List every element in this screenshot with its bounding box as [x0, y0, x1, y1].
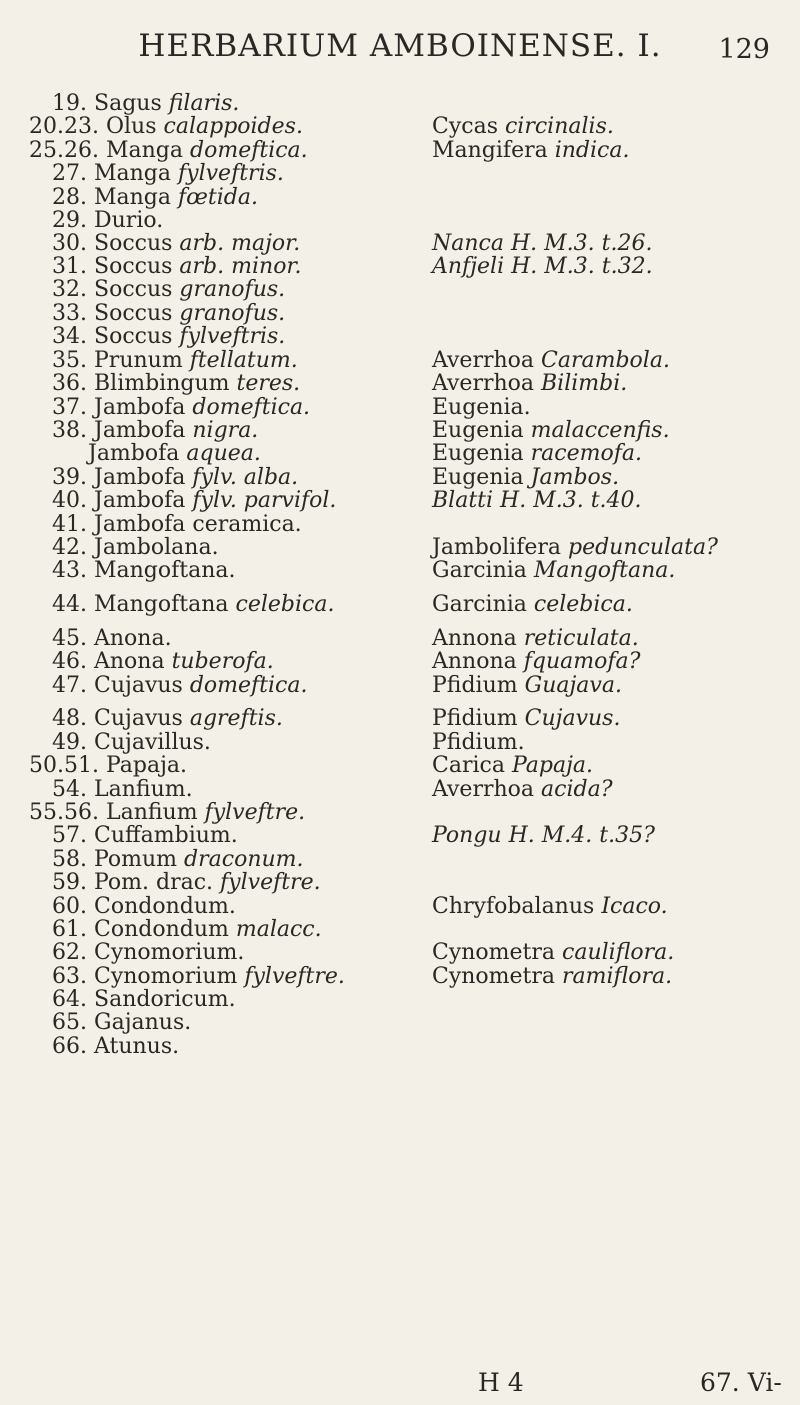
- epithet: fylveftris.: [178, 161, 284, 186]
- genus-name: Jambofa: [94, 418, 193, 443]
- linnaean-genus: Pfidium.: [432, 730, 525, 755]
- genus-name: Cynomorium: [94, 964, 245, 989]
- linnaean-genus: Cynometra: [432, 964, 563, 989]
- linnaean-epithet: Bilimbi.: [541, 371, 628, 396]
- linnaean-genus: Mangifera: [432, 138, 555, 163]
- genus-name: Soccus: [94, 231, 180, 256]
- linnaean-genus: Carica: [432, 753, 512, 778]
- page-footer: [0, 1368, 800, 1398]
- linnaean-genus: Cycas: [432, 114, 505, 139]
- entry-number: 59.: [52, 870, 87, 895]
- list-item: [0, 1033, 800, 1061]
- linnaean-epithet: Blatti H. M.3. t.40.: [432, 488, 642, 513]
- linnaean-epithet: Mangoftana.: [533, 558, 676, 583]
- genus-name: Olus: [105, 114, 164, 139]
- linnaean-genus: Cynometra: [432, 940, 563, 965]
- genus-name: Condondum.: [94, 894, 236, 919]
- epithet: celebica.: [235, 592, 335, 617]
- genus-name: Jambofa: [94, 395, 193, 420]
- linnaean-genus: Eugenia: [432, 465, 531, 490]
- epithet: malacc.: [235, 917, 322, 942]
- entry-number: 47.: [52, 673, 87, 698]
- entry-number: 42.: [52, 535, 87, 560]
- entry-number: 58.: [52, 847, 87, 872]
- linnaean-epithet: Jambos.: [530, 465, 620, 490]
- linnaean-genus: Jambolifera: [432, 535, 568, 560]
- linnaean-genus: Garcinia: [432, 558, 534, 583]
- entry-number: 35.: [52, 348, 87, 373]
- entry-number: 41.: [52, 512, 87, 537]
- genus-name: Cujavillus.: [94, 730, 211, 755]
- genus-name: Anona: [94, 649, 172, 674]
- entry-number: 32.: [52, 277, 87, 302]
- epithet: fylveftre.: [244, 964, 345, 989]
- page-number: 129: [718, 34, 770, 65]
- epithet: fylv. parvifol.: [192, 488, 337, 513]
- genus-name: Prunum: [94, 348, 190, 373]
- rumphius-name: [52, 672, 308, 700]
- linnaean-genus: Garcinia: [432, 592, 534, 617]
- genus-name: Durio.: [94, 208, 164, 233]
- entry-number: 66.: [52, 1034, 87, 1059]
- rumphius-name: [52, 557, 236, 585]
- linnaean-epithet: Pongu H. M.4. t.35?: [432, 823, 655, 848]
- genus-name: Soccus: [94, 277, 180, 302]
- entry-number: 37.: [52, 395, 87, 420]
- epithet: fœtida.: [178, 185, 258, 210]
- genus-name: Pomum: [94, 847, 185, 872]
- linnaean-name: [432, 591, 633, 619]
- epithet: draconum.: [184, 847, 304, 872]
- rumphius-name: [52, 591, 334, 619]
- signature-mark: H 4: [478, 1368, 524, 1397]
- linnaean-epithet: acida?: [541, 777, 613, 802]
- genus-name: Papaja.: [105, 753, 188, 778]
- epithet: domeftica.: [190, 138, 308, 163]
- linnaean-epithet: Nanca H. M.3. t.26.: [432, 231, 653, 256]
- epithet: granofus.: [179, 277, 286, 302]
- entry-number: 61.: [52, 917, 87, 942]
- linnaean-epithet: Anfjeli H. M.3. t.32.: [432, 254, 653, 279]
- list-item: [0, 672, 800, 700]
- linnaean-epithet: fquamofa?: [523, 649, 641, 674]
- linnaean-genus: Annona: [432, 626, 524, 651]
- entry-number: 31.: [52, 254, 87, 279]
- genus-name: Soccus: [94, 254, 180, 279]
- genus-name: Sandoricum.: [94, 987, 236, 1012]
- genus-name: Mangoftana.: [94, 558, 236, 583]
- entry-number: 54.: [52, 777, 87, 802]
- entry-number: 27.: [52, 161, 87, 186]
- epithet: calappoides.: [163, 114, 303, 139]
- entry-number: 48.: [52, 706, 87, 731]
- linnaean-genus: Pfidium: [432, 673, 525, 698]
- linnaean-epithet: racemofa.: [530, 441, 642, 466]
- entry-number: 60.: [52, 894, 87, 919]
- genus-name: Jambofa: [94, 488, 193, 513]
- epithet: fylveftre.: [204, 800, 306, 825]
- entry-number: 63.: [52, 964, 87, 989]
- linnaean-genus: Eugenia.: [432, 395, 531, 420]
- entry-number: 19.: [52, 91, 87, 116]
- entry-number: 55.56.: [29, 800, 99, 825]
- linnaean-genus: Eugenia: [432, 441, 531, 466]
- epithet: nigra.: [192, 418, 259, 443]
- epithet: domeftica.: [189, 673, 308, 698]
- entry-number: 29.: [52, 208, 87, 233]
- linnaean-genus: Annona: [432, 649, 524, 674]
- genus-name: Cujavus: [94, 706, 190, 731]
- catchword: 67. Vi-: [700, 1368, 782, 1397]
- entry-number: 46.: [52, 649, 87, 674]
- linnaean-epithet: pedunculata?: [568, 535, 718, 560]
- entry-number: 33.: [52, 301, 87, 326]
- linnaean-genus: Averrhoa: [432, 348, 542, 373]
- epithet: arb. major.: [179, 231, 301, 256]
- epithet: granofus.: [179, 301, 286, 326]
- epithet: fylveftre.: [220, 870, 321, 895]
- genus-name: Manga: [94, 161, 179, 186]
- genus-name: Blimbingum: [94, 371, 237, 396]
- epithet: aquea.: [186, 441, 261, 466]
- entry-number: 25.26.: [29, 138, 99, 163]
- genus-name: Jambofa: [94, 465, 193, 490]
- epithet: tuberofa.: [171, 649, 274, 674]
- genus-name: Lanfium: [105, 800, 205, 825]
- epithet: domeftica.: [192, 395, 311, 420]
- genus-name: Anona.: [94, 626, 172, 651]
- epithet: teres.: [236, 371, 301, 396]
- linnaean-genus: Eugenia: [432, 418, 531, 443]
- entry-number: 43.: [52, 558, 87, 583]
- entry-number: 39.: [52, 465, 87, 490]
- genus-name: Lanfium.: [94, 777, 193, 802]
- linnaean-epithet: celebica.: [533, 592, 633, 617]
- linnaean-genus: Chryfobalanus: [432, 894, 602, 919]
- entry-number: 28.: [52, 185, 87, 210]
- linnaean-epithet: Carambola.: [541, 348, 670, 373]
- genus-name: Jambolana.: [94, 535, 219, 560]
- genus-name: Cynomorium.: [94, 940, 245, 965]
- epithet: filaris.: [168, 91, 240, 116]
- linnaean-epithet: malaccenfis.: [530, 418, 670, 443]
- entry-number: 20.23.: [29, 114, 99, 139]
- genus-name: Pom. drac.: [94, 870, 221, 895]
- linnaean-epithet: Cujavus.: [524, 706, 621, 731]
- entry-number: 50.51.: [29, 753, 99, 778]
- entry-number: 30.: [52, 231, 87, 256]
- entry-number: 65.: [52, 1010, 87, 1035]
- page-title: HERBARIUM AMBOINENSE. I.: [138, 28, 662, 64]
- entry-number: 38.: [52, 418, 87, 443]
- linnaean-epithet: cauliflora.: [562, 940, 675, 965]
- entry-number: 64.: [52, 987, 87, 1012]
- rumphius-name: [52, 1033, 179, 1061]
- linnaean-epithet: reticulata.: [523, 626, 639, 651]
- genus-name: Soccus: [94, 301, 180, 326]
- epithet: fylveftris.: [179, 324, 286, 349]
- list-item: [0, 557, 800, 585]
- genus-name: Manga: [105, 138, 190, 163]
- linnaean-epithet: Guajava.: [524, 673, 622, 698]
- entry-number: 34.: [52, 324, 87, 349]
- linnaean-name: [432, 672, 622, 700]
- linnaean-genus: Averrhoa: [432, 371, 542, 396]
- linnaean-epithet: circinalis.: [504, 114, 614, 139]
- linnaean-genus: Averrhoa: [432, 777, 542, 802]
- entry-number: 45.: [52, 626, 87, 651]
- linnaean-epithet: indica.: [554, 138, 630, 163]
- entry-number: 36.: [52, 371, 87, 396]
- entry-number: 57.: [52, 823, 87, 848]
- linnaean-name: [432, 557, 675, 585]
- epithet: agreftis.: [189, 706, 283, 731]
- genus-name: Cuffambium.: [94, 823, 238, 848]
- list-item: [0, 591, 800, 619]
- entry-number: 62.: [52, 940, 87, 965]
- linnaean-epithet: Papaja.: [511, 753, 593, 778]
- linnaean-epithet: ramiflora.: [562, 964, 673, 989]
- genus-name: Atunus.: [94, 1034, 180, 1059]
- genus-name: Sagus: [94, 91, 169, 116]
- epithet: ftellatum.: [189, 348, 298, 373]
- entry-number: 44.: [52, 592, 87, 617]
- genus-name: Jambofa ceramica.: [94, 512, 302, 537]
- epithet: fylv. alba.: [192, 465, 299, 490]
- genus-name: Condondum: [94, 917, 236, 942]
- genus-name: Jambofa: [88, 441, 187, 466]
- genus-name: Mangoftana: [94, 592, 236, 617]
- genus-name: Soccus: [94, 324, 180, 349]
- genus-name: Manga: [94, 185, 179, 210]
- entry-number: 49.: [52, 730, 87, 755]
- epithet: arb. minor.: [179, 254, 302, 279]
- genus-name: Cujavus: [94, 673, 190, 698]
- entry-number: 40.: [52, 488, 87, 513]
- genus-name: Gajanus.: [94, 1010, 192, 1035]
- linnaean-epithet: Icaco.: [601, 894, 668, 919]
- linnaean-genus: Pfidium: [432, 706, 525, 731]
